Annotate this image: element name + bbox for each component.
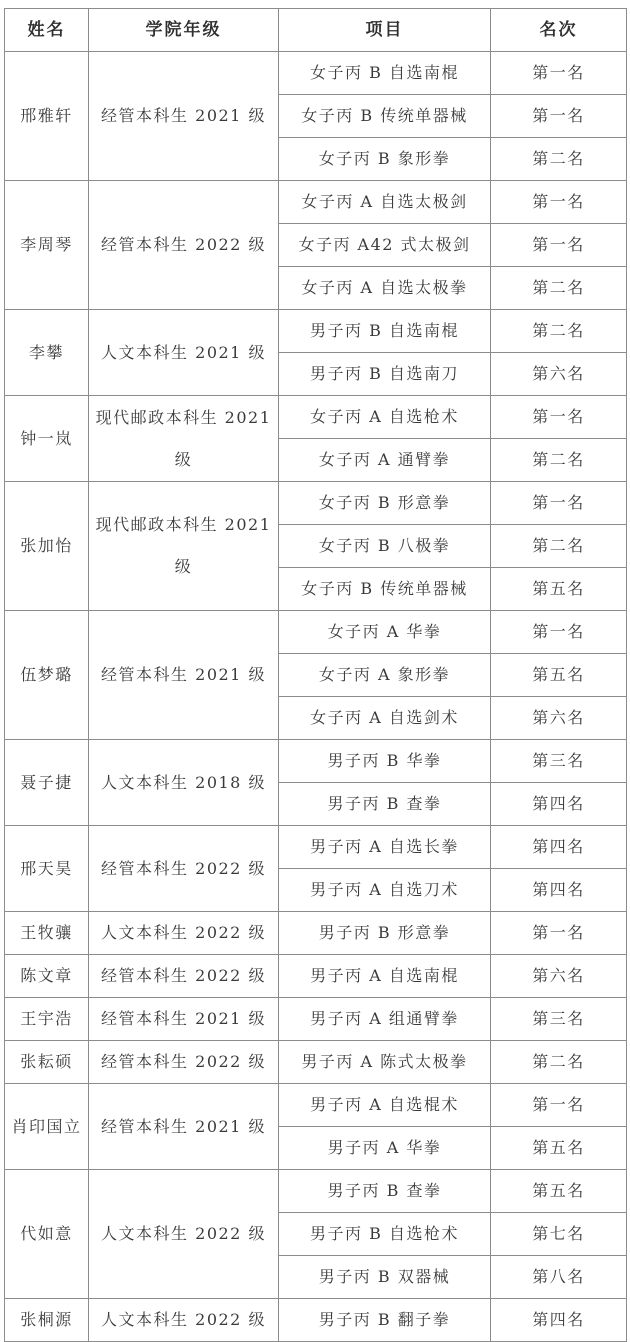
rank-value: 第四名 <box>491 783 627 826</box>
rank-value: 第一名 <box>491 611 627 654</box>
rank-value: 第三名 <box>491 740 627 783</box>
header-name: 姓名 <box>5 9 89 52</box>
college-grade: 现代邮政本科生 2021 级 <box>89 482 279 611</box>
event-name: 女子丙 A 象形拳 <box>279 654 491 697</box>
header-row <box>5 9 627 52</box>
event-name: 男子丙 B 自选枪术 <box>279 1213 491 1256</box>
athlete-name: 邢天昊 <box>5 826 89 912</box>
rank-value: 第二名 <box>491 1041 627 1084</box>
table-row <box>5 1084 627 1127</box>
table-row <box>5 310 627 353</box>
college-grade: 人文本科生 2021 级 <box>89 310 279 396</box>
table-row <box>5 611 627 654</box>
event-name: 男子丙 A 陈式太极拳 <box>279 1041 491 1084</box>
college-grade: 人文本科生 2022 级 <box>89 1170 279 1299</box>
college-grade: 经管本科生 2022 级 <box>89 826 279 912</box>
college-grade: 经管本科生 2022 级 <box>89 1041 279 1084</box>
athlete-name: 李周琴 <box>5 181 89 310</box>
athlete-name: 邢雅轩 <box>5 52 89 181</box>
rank-value: 第一名 <box>491 1084 627 1127</box>
event-name: 女子丙 B 传统单器械 <box>279 568 491 611</box>
rank-value: 第五名 <box>491 1127 627 1170</box>
table-row <box>5 998 627 1041</box>
event-name: 男子丙 B 自选南棍 <box>279 310 491 353</box>
event-name: 女子丙 A 自选剑术 <box>279 697 491 740</box>
header-college: 学院年级 <box>89 9 279 52</box>
athlete-name: 陈文章 <box>5 955 89 998</box>
athlete-name: 肖印国立 <box>5 1084 89 1170</box>
table-row <box>5 1170 627 1213</box>
event-name: 女子丙 B 自选南棍 <box>279 52 491 95</box>
event-name: 男子丙 A 华拳 <box>279 1127 491 1170</box>
table-row <box>5 396 627 439</box>
rank-value: 第一名 <box>491 52 627 95</box>
athlete-name: 王宇浩 <box>5 998 89 1041</box>
rank-value: 第一名 <box>491 224 627 267</box>
rank-value: 第四名 <box>491 826 627 869</box>
athlete-name: 李攀 <box>5 310 89 396</box>
table-row <box>5 955 627 998</box>
athlete-name: 张耘硕 <box>5 1041 89 1084</box>
event-name: 女子丙 B 传统单器械 <box>279 95 491 138</box>
rank-value: 第五名 <box>491 654 627 697</box>
college-grade: 人文本科生 2022 级 <box>89 1299 279 1342</box>
athlete-name: 伍梦璐 <box>5 611 89 740</box>
college-grade: 经管本科生 2021 级 <box>89 611 279 740</box>
college-grade: 人文本科生 2018 级 <box>89 740 279 826</box>
event-name: 女子丙 B 象形拳 <box>279 138 491 181</box>
athlete-name: 张桐源 <box>5 1299 89 1342</box>
table-row <box>5 826 627 869</box>
college-grade: 经管本科生 2022 级 <box>89 955 279 998</box>
event-name: 男子丙 B 翻子拳 <box>279 1299 491 1342</box>
table-row <box>5 482 627 525</box>
rank-value: 第一名 <box>491 95 627 138</box>
college-grade: 现代邮政本科生 2021 级 <box>89 396 279 482</box>
event-name: 男子丙 B 查拳 <box>279 1170 491 1213</box>
results-body <box>5 52 627 1342</box>
college-grade: 经管本科生 2021 级 <box>89 52 279 181</box>
rank-value: 第一名 <box>491 482 627 525</box>
table-row <box>5 912 627 955</box>
rank-value: 第一名 <box>491 396 627 439</box>
table-row <box>5 52 627 95</box>
rank-value: 第八名 <box>491 1256 627 1299</box>
college-grade: 经管本科生 2022 级 <box>89 181 279 310</box>
table-row <box>5 740 627 783</box>
rank-value: 第二名 <box>491 439 627 482</box>
event-name: 女子丙 B 形意拳 <box>279 482 491 525</box>
results-table <box>4 8 627 1342</box>
athlete-name: 张加怡 <box>5 482 89 611</box>
athlete-name: 代如意 <box>5 1170 89 1299</box>
rank-value: 第三名 <box>491 998 627 1041</box>
event-name: 女子丙 A 自选太极剑 <box>279 181 491 224</box>
event-name: 男子丙 A 自选长拳 <box>279 826 491 869</box>
event-name: 男子丙 A 自选南棍 <box>279 955 491 998</box>
event-name: 女子丙 A42 式太极剑 <box>279 224 491 267</box>
athlete-name: 聂子捷 <box>5 740 89 826</box>
event-name: 男子丙 B 双器械 <box>279 1256 491 1299</box>
rank-value: 第四名 <box>491 869 627 912</box>
event-name: 男子丙 A 自选刀术 <box>279 869 491 912</box>
table-row <box>5 1299 627 1342</box>
event-name: 男子丙 B 自选南刀 <box>279 353 491 396</box>
event-name: 男子丙 B 查拳 <box>279 783 491 826</box>
table-row <box>5 181 627 224</box>
event-name: 女子丙 A 自选太极拳 <box>279 267 491 310</box>
header-event: 项目 <box>279 9 491 52</box>
rank-value: 第二名 <box>491 310 627 353</box>
rank-value: 第二名 <box>491 525 627 568</box>
event-name: 男子丙 A 组通臂拳 <box>279 998 491 1041</box>
rank-value: 第五名 <box>491 568 627 611</box>
rank-value: 第六名 <box>491 353 627 396</box>
table-row <box>5 1041 627 1084</box>
rank-value: 第六名 <box>491 955 627 998</box>
rank-value: 第五名 <box>491 1170 627 1213</box>
athlete-name: 钟一岚 <box>5 396 89 482</box>
rank-value: 第一名 <box>491 181 627 224</box>
event-name: 女子丙 A 通臂拳 <box>279 439 491 482</box>
rank-value: 第一名 <box>491 912 627 955</box>
athlete-name: 王牧骧 <box>5 912 89 955</box>
header-rank: 名次 <box>491 9 627 52</box>
college-grade: 经管本科生 2021 级 <box>89 1084 279 1170</box>
event-name: 男子丙 B 华拳 <box>279 740 491 783</box>
event-name: 男子丙 A 自选棍术 <box>279 1084 491 1127</box>
rank-value: 第二名 <box>491 138 627 181</box>
rank-value: 第二名 <box>491 267 627 310</box>
college-grade: 人文本科生 2022 级 <box>89 912 279 955</box>
event-name: 女子丙 B 八极拳 <box>279 525 491 568</box>
event-name: 女子丙 A 华拳 <box>279 611 491 654</box>
event-name: 男子丙 B 形意拳 <box>279 912 491 955</box>
rank-value: 第六名 <box>491 697 627 740</box>
rank-value: 第四名 <box>491 1299 627 1342</box>
event-name: 女子丙 A 自选枪术 <box>279 396 491 439</box>
rank-value: 第七名 <box>491 1213 627 1256</box>
college-grade: 经管本科生 2021 级 <box>89 998 279 1041</box>
